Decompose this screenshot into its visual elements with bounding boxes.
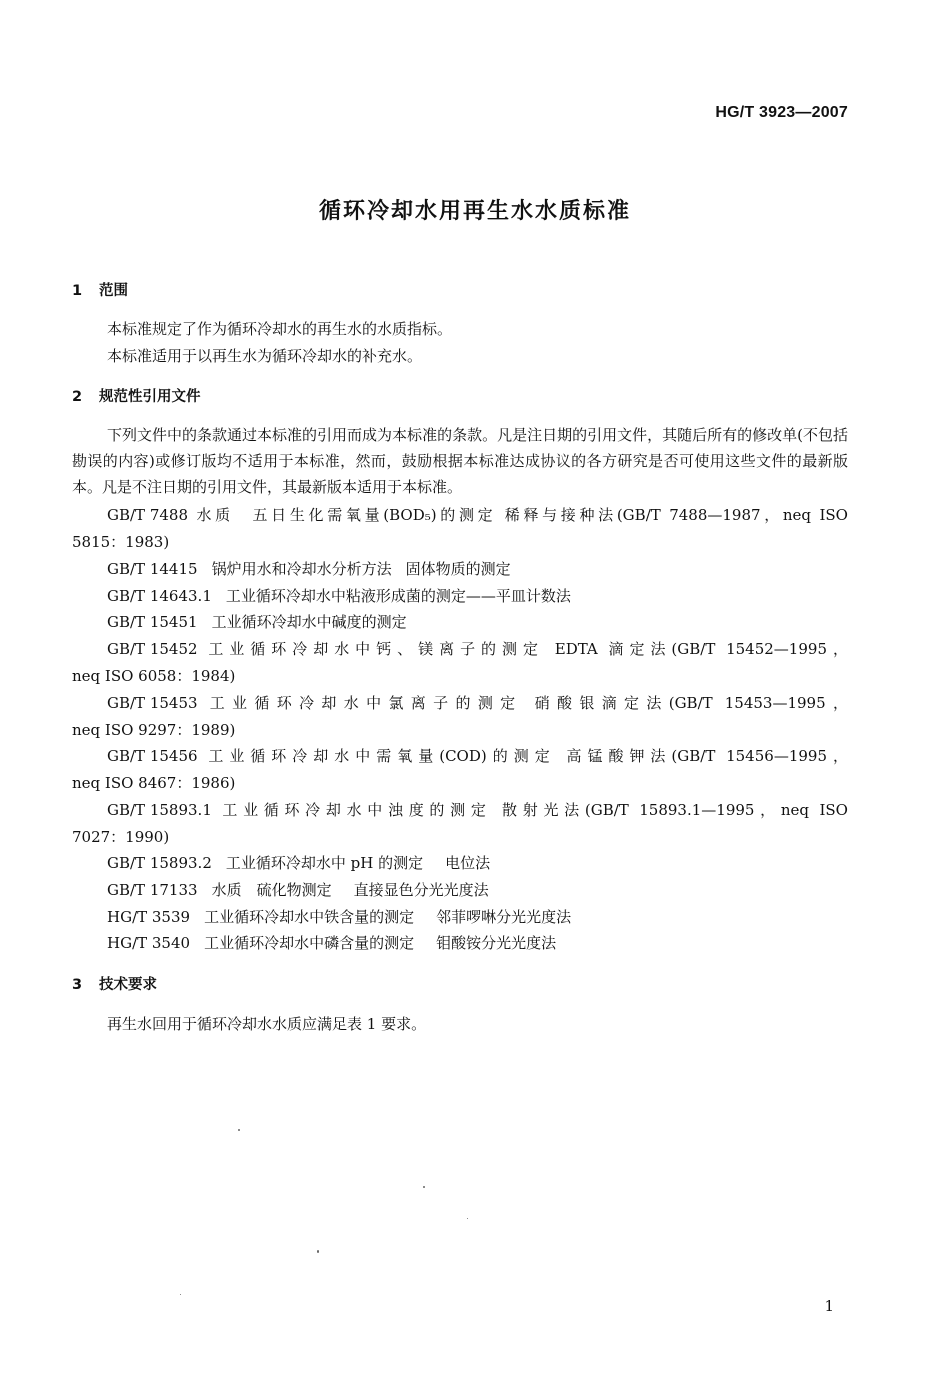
reference-code: GB/T 15453 bbox=[107, 694, 198, 712]
reference-title: 工业循环冷却水中粘液形成菌的测定——平皿计数法 bbox=[225, 587, 571, 605]
reference-item bbox=[72, 556, 848, 583]
section-number: 2 bbox=[72, 389, 83, 405]
reference-code: GB/T 15893.2 bbox=[107, 854, 212, 872]
scan-speck bbox=[467, 1218, 468, 1219]
reference-code: HG/T 3539 bbox=[107, 908, 191, 926]
reference-continuation: neq ISO 8467：1986) bbox=[72, 773, 236, 792]
section-title: 规范性引用文件 bbox=[99, 389, 201, 405]
reference-method: 电位法 bbox=[445, 854, 491, 872]
reference-code: GB/T 17133 bbox=[107, 881, 198, 899]
reference-method: 硝酸银滴定法(GB/T 15453—1995， bbox=[534, 694, 848, 712]
reference-code: GB/T 14415 bbox=[107, 560, 198, 578]
reference-title: 工业循环冷却水中铁含量的测定 bbox=[204, 908, 415, 926]
reference-code: HG/T 3540 bbox=[107, 934, 191, 952]
reference-method: 固体物质的测定 bbox=[405, 560, 511, 578]
reference-code: GB/T 15452 bbox=[107, 640, 198, 658]
reference-item bbox=[72, 797, 848, 850]
reference-title: 工业循环冷却水中需氧量(COD)的测定 bbox=[208, 747, 556, 765]
reference-item bbox=[72, 850, 848, 877]
document-title: 循环冷却水用再生水水质标准 bbox=[318, 199, 631, 224]
reference-method: 高锰酸钾法(GB/T 15456—1995， bbox=[566, 747, 848, 765]
section-1-heading bbox=[72, 279, 128, 300]
paragraph: 本标准规定了作为循环冷却水的再生水的水质指标。 bbox=[107, 320, 453, 338]
reference-code: GB/T 15893.1 bbox=[107, 801, 212, 819]
section-number: 3 bbox=[72, 977, 83, 993]
reference-code: GB/T 15456 bbox=[107, 747, 198, 765]
reference-title: 工业循环冷却水中 pH 的测定 bbox=[225, 854, 424, 872]
reference-item bbox=[72, 930, 848, 957]
reference-method: 稀释与接种法(GB/T 7488—1987，neq ISO bbox=[504, 506, 848, 524]
scan-speck bbox=[423, 1186, 425, 1188]
reference-method: 散射光法(GB/T 15893.1—1995，neq ISO bbox=[502, 801, 848, 819]
reference-method: EDTA 滴定法(GB/T 15452—1995， bbox=[554, 640, 848, 658]
reference-item bbox=[72, 583, 848, 610]
reference-continuation: 5815：1983) bbox=[72, 532, 170, 551]
reference-method: 直接显色分光光度法 bbox=[353, 881, 489, 899]
reference-title: 水质 硫化物测定 bbox=[211, 881, 332, 899]
reference-continuation: 7027：1990) bbox=[72, 827, 170, 846]
reference-title: 工业循环冷却水中钙、镁离子的测定 bbox=[208, 640, 544, 658]
scan-speck bbox=[180, 1294, 181, 1295]
reference-title: 锅炉用水和冷却水分析方法 bbox=[211, 560, 392, 578]
reference-title: 工业循环冷却水中氯离子的测定 bbox=[209, 694, 523, 712]
paragraph: 本标准适用于以再生水为循环冷却水的补充水。 bbox=[107, 347, 423, 365]
reference-item bbox=[72, 502, 848, 555]
reference-continuation: neq ISO 9297：1989) bbox=[72, 720, 236, 739]
reference-title: 工业循环冷却水中磷含量的测定 bbox=[204, 934, 415, 952]
section-title: 技术要求 bbox=[99, 977, 157, 993]
section-2-intro: 下列文件中的条款通过本标准的引用而成为本标准的条款。凡是注日期的引用文件，其随后所有的修改单(不包括勘误的内容)或修订版均不适用于本标准，然而，鼓励根据本标准达成协议的各方研究是否可使用这些文件的最新版本。凡是不注日期的引用文件，其最新版本适用于本标准。 bbox=[72, 426, 848, 496]
reference-title: 工业循环冷却水中浊度的测定 bbox=[222, 801, 492, 819]
reference-item bbox=[72, 904, 848, 931]
reference-continuation: neq ISO 6058：1984) bbox=[72, 666, 236, 685]
section-3-heading bbox=[72, 973, 157, 994]
scan-speck bbox=[317, 1250, 319, 1253]
page-number: 1 bbox=[824, 1297, 834, 1315]
reference-title: 水质 五日生化需氧量(BOD₅)的测定 bbox=[196, 506, 497, 524]
reference-code: GB/T 15451 bbox=[107, 613, 198, 631]
reference-title: 工业循环冷却水中碱度的测定 bbox=[211, 613, 407, 631]
reference-method: 邻菲啰啉分光光度法 bbox=[436, 908, 572, 926]
reference-code: GB/T 7488 bbox=[107, 506, 189, 524]
reference-code: GB/T 14643.1 bbox=[107, 587, 212, 605]
reference-item bbox=[72, 609, 848, 636]
section-2-heading bbox=[72, 385, 201, 406]
reference-item bbox=[72, 877, 848, 904]
standard-code: HG/T 3923—2007 bbox=[715, 104, 848, 121]
reference-method: 钼酸铵分光光度法 bbox=[436, 934, 557, 952]
paragraph: 再生水回用于循环冷却水水质应满足表 1 要求。 bbox=[107, 1015, 427, 1033]
section-title: 范围 bbox=[99, 283, 128, 299]
reference-item bbox=[72, 743, 848, 796]
section-number: 1 bbox=[72, 283, 83, 299]
scan-speck bbox=[238, 1129, 240, 1131]
reference-item bbox=[72, 690, 848, 743]
reference-item bbox=[72, 636, 848, 689]
